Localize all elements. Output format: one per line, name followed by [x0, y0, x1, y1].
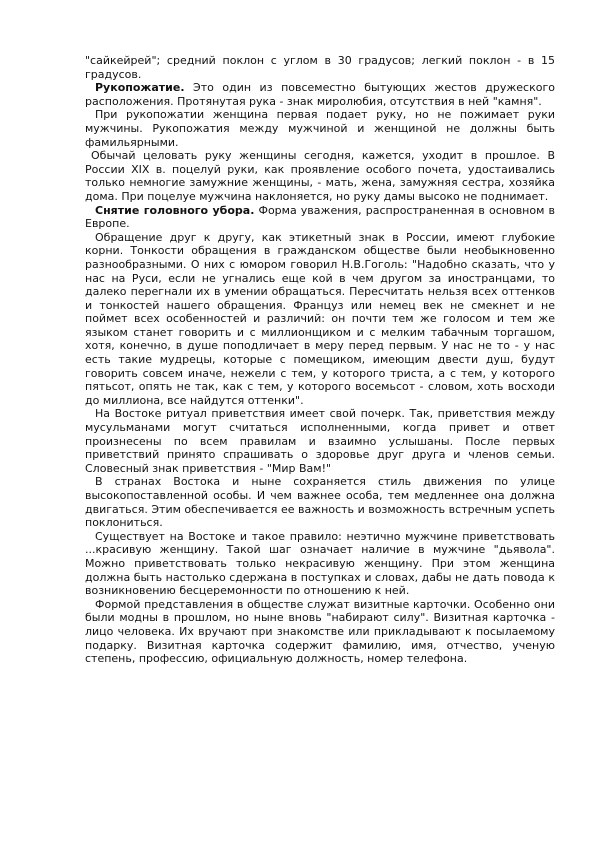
- paragraph-east-greeting: [85, 407, 555, 475]
- paragraph-text: Существует на Востоке и такое правило: неэтично мужчине приветствовать ...красивую женщину. Такой шаг означает наличие в мужчине "дьявола". Можно приветствовать только некрасивую женщину. При этом женщина должна быть настолько сдержана в поступках и словах, дабы не дать повода к возникновению бесцеремонности по отношению к ней.: [85, 529, 555, 598]
- paragraph-text: Форма уважения, распространенная в основном в Европе.: [85, 203, 555, 231]
- paragraph-hat-removal: [85, 204, 555, 231]
- paragraph-text: В странах Востока и ныне сохраняется стиль движения по улице высокопоставленной особы. И чем важнее особа, тем медленнее она должна двигаться. Этим обеспечивается ее важность и возможность встречным успеть поклониться.: [85, 475, 555, 530]
- paragraph-text: Обращение друг к другу, как этикетный знак в России, имеют глубокие корни. Тонкости обращения в гражданском обществе были необыкновенно разнообразными. О них с юмором говорил Н.В.Гоголь: "Надобно сказать, что у нас на Руси, если не угнались еще кой в чем другом за иностранцами, то далеко перегнали их в умении обращаться. Пересчитать нельзя всех оттенков и тонкостей нашего обращения. Француз или немец век не смекнет и не поймет всех особенностей и различий: он почти тем же голосом и тем же языком станет говорить и с миллионщиком и с мелким табачным торгашом, хотя, конечно, в душе поподличает в меру перед первым. У нас не то - у нас есть такие мудрецы, которые с помещиком, имеющим двести душ, будут говорить совсем иначе, нежели с тем, у которого триста, а с тем, у которого пятьсот, опять не так, как с тем, у которого восемьсот - словом, хоть восходи до миллиона, все найдутся оттенки".: [85, 230, 555, 407]
- paragraph-hand-kiss: [85, 149, 555, 203]
- paragraph-text: Обычай целовать руку женщины сегодня, кажется, уходит в прошлое. В России XIX в. поцелуй руки, как проявление особого почета, удостаивались только немногие замужние женщины, - мать, жена, замужняя сестра, хозяйка дома. При поцелуе мужчина наклоняется, но руку дамы высоко не поднимает.: [85, 149, 555, 203]
- paragraph-text: При рукопожатии женщина первая подает руку, но не пожимает руки мужчины. Рукопожатия между мужчиной и женщиной не должны быть фамильярными.: [85, 108, 555, 149]
- paragraph-handshake-rules: [85, 108, 555, 149]
- paragraph-text: Формой представления в обществе служат визитные карточки. Особенно они были модны в прошлом, но ныне вновь "набирают силу". Визитная карточка - лицо человека. Их вручают при знакомстве или прикладывают к посылаемому подарку. Визитная карточка содержит фамилию, имя, отчество, ученую степень, профессию, официальную должность, номер телефона.: [85, 597, 555, 666]
- paragraph-east-movement: [85, 475, 555, 529]
- paragraph-bow-continuation: [85, 54, 555, 81]
- paragraph-address-forms: [85, 231, 555, 408]
- paragraph-business-cards: [85, 598, 555, 666]
- paragraph-east-rule: [85, 530, 555, 598]
- section-heading-handshake: Рукопожатие.: [95, 81, 185, 95]
- document-page: [85, 54, 555, 666]
- paragraph-handshake: [85, 81, 555, 108]
- paragraph-text: Это один из повсеместно бытующих жестов дружеского расположения. Протянутая рука - знак миролюбия, отсутствия в ней "камня".: [85, 81, 555, 108]
- paragraph-text: "сайкейрей"; средний поклон с углом в 30 градусов; легкий поклон - в 15 градусов.: [85, 54, 555, 81]
- section-heading-hat-removal: Снятие головного убора.: [95, 203, 255, 217]
- paragraph-text: На Востоке ритуал приветствия имеет свой почерк. Так, приветствия между мусульманами могут считаться исполненными, когда привет и ответ произнесены по всем правилам и взаимно услышаны. После первых приветствий принято спрашивать о здоровье друг друга и членов семьи. Словесный знак приветствия - "Мир Вам!": [85, 407, 555, 475]
